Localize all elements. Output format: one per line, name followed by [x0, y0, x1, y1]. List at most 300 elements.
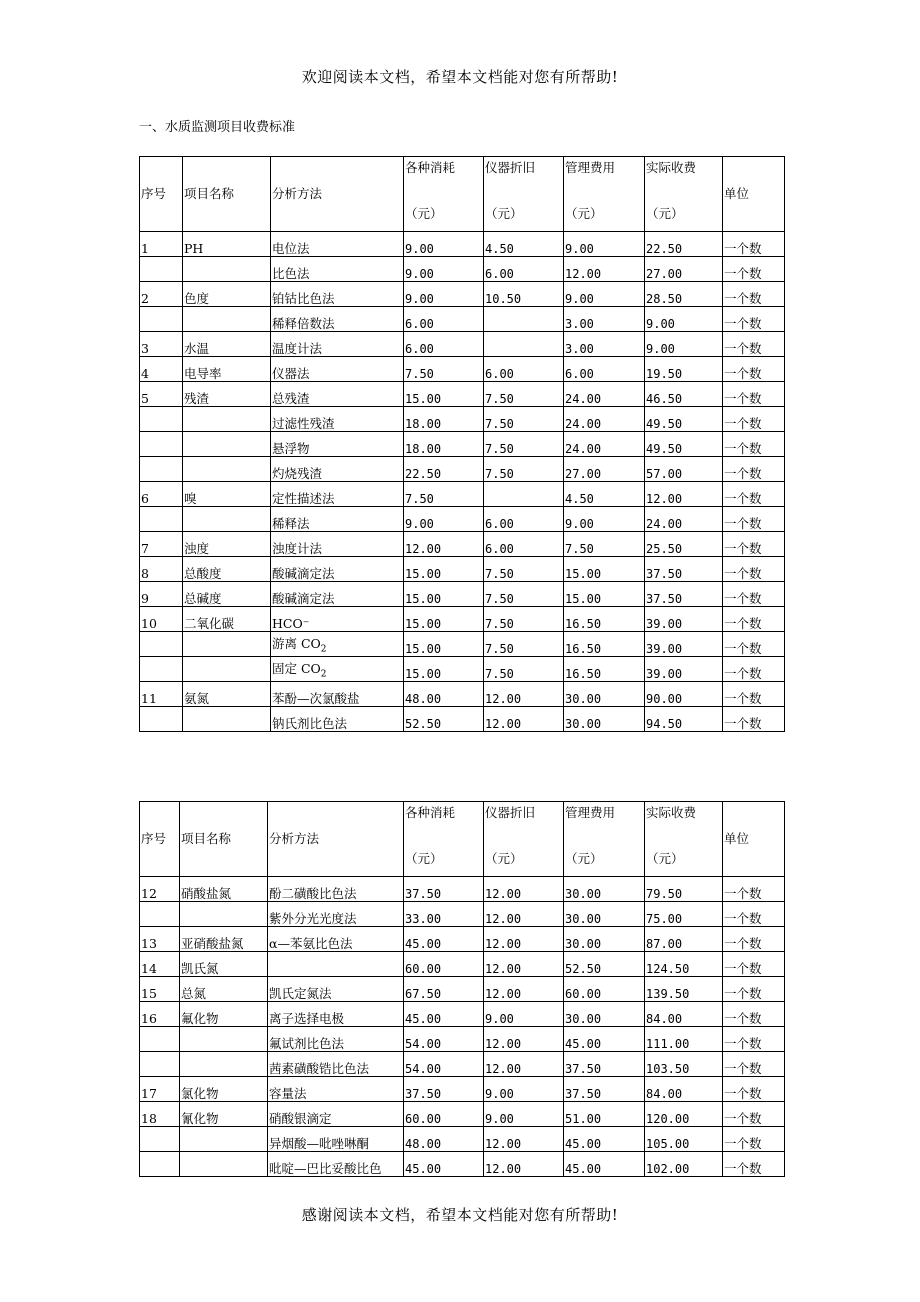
cell-index	[140, 657, 183, 682]
table-row	[140, 1152, 785, 1177]
cell-item: 硝酸盐氮	[180, 877, 268, 902]
cell-unit: 一个数	[723, 282, 785, 307]
table-row	[140, 952, 785, 977]
cell-method: 吡啶—巴比妥酸比色	[268, 1152, 404, 1177]
cell-item: 氯化物	[180, 1077, 268, 1102]
table-row	[140, 257, 785, 282]
cell-management: 60.00	[564, 977, 645, 1002]
cell-management: 15.00	[564, 582, 645, 607]
cell-item	[183, 257, 271, 282]
page-header: 欢迎阅读本文档，希望本文档能对您有所帮助!	[301, 68, 619, 86]
cell-method: 紫外分光光度法	[268, 902, 404, 927]
cell-method: 稀释法	[271, 507, 404, 532]
cell-depreciation: 6.00	[484, 257, 564, 282]
table-header-row	[140, 802, 785, 877]
table-row	[140, 1077, 785, 1102]
cell-materials: 15.00	[404, 607, 484, 632]
cell-method: 氟试剂比色法	[268, 1027, 404, 1052]
table-row	[140, 457, 785, 482]
cell-depreciation: 7.50	[484, 657, 564, 682]
header-label: 管理费用	[565, 160, 616, 175]
cell-method: 钠氏剂比色法	[271, 707, 404, 732]
col-depreciation-header	[484, 157, 564, 232]
col-item-header: 项目名称	[183, 157, 271, 232]
col-depreciation-header	[484, 802, 564, 877]
cell-unit: 一个数	[723, 877, 785, 902]
cell-method: 酸碱滴定法	[271, 582, 404, 607]
cell-depreciation: 9.00	[484, 1102, 564, 1127]
cell-item	[183, 407, 271, 432]
cell-index	[140, 1052, 180, 1077]
cell-method: 温度计法	[271, 332, 404, 357]
cell-unit: 一个数	[723, 232, 785, 257]
cell-materials: 9.00	[404, 507, 484, 532]
table-row	[140, 707, 785, 732]
cell-item: 二氧化碳	[183, 607, 271, 632]
cell-management: 16.50	[564, 632, 645, 657]
cell-item	[180, 902, 268, 927]
cell-management: 51.00	[564, 1102, 645, 1127]
cell-management: 37.50	[564, 1077, 645, 1102]
cell-item	[183, 457, 271, 482]
cell-unit: 一个数	[723, 902, 785, 927]
cell-actual: 46.50	[645, 382, 723, 407]
cell-management: 24.00	[564, 432, 645, 457]
table-header-row	[140, 157, 785, 232]
cell-method: HCO⁻	[271, 607, 404, 632]
method-subscript: 2	[320, 669, 327, 679]
table-row	[140, 902, 785, 927]
col-materials-header	[404, 802, 484, 877]
cell-actual: 87.00	[645, 927, 723, 952]
header-label: 管理费用	[565, 805, 616, 820]
cell-actual: 90.00	[645, 682, 723, 707]
col-management-header	[564, 157, 645, 232]
cell-unit: 一个数	[723, 357, 785, 382]
cell-depreciation	[484, 332, 564, 357]
cell-management: 16.50	[564, 607, 645, 632]
col-index-header: 序号	[140, 802, 180, 877]
cell-actual: 79.50	[645, 877, 723, 902]
col-materials-header	[404, 157, 484, 232]
cell-materials: 60.00	[404, 952, 484, 977]
cell-management: 9.00	[564, 282, 645, 307]
cell-method: 过滤性残渣	[271, 407, 404, 432]
cell-materials: 45.00	[404, 927, 484, 952]
table-row	[140, 332, 785, 357]
cell-depreciation: 10.50	[484, 282, 564, 307]
cell-index	[140, 307, 183, 332]
method-text: 固定 CO	[272, 660, 321, 676]
table-row	[140, 1102, 785, 1127]
cell-unit: 一个数	[723, 432, 785, 457]
cell-management: 3.00	[564, 332, 645, 357]
cell-actual: 39.00	[645, 607, 723, 632]
cell-index	[140, 632, 183, 657]
cell-unit: 一个数	[723, 557, 785, 582]
table-row	[140, 507, 785, 532]
cell-depreciation: 7.50	[484, 432, 564, 457]
cell-item: 氰化物	[180, 1102, 268, 1127]
cell-method: 容量法	[268, 1077, 404, 1102]
cell-unit: 一个数	[723, 582, 785, 607]
cell-depreciation: 7.50	[484, 582, 564, 607]
cell-actual: 57.00	[645, 457, 723, 482]
header-label: 各种消耗	[405, 805, 456, 820]
cell-method: 凯氏定氮法	[268, 977, 404, 1002]
cell-method: 铂钴比色法	[271, 282, 404, 307]
header-label: 实际收费	[646, 160, 697, 175]
cell-method: 仪器法	[271, 357, 404, 382]
cell-management: 45.00	[564, 1127, 645, 1152]
table-row	[140, 1127, 785, 1152]
cell-index: 14	[140, 952, 180, 977]
cell-method: 定性描述法	[271, 482, 404, 507]
cell-item	[183, 307, 271, 332]
fee-table-2	[139, 801, 785, 1177]
cell-materials: 7.50	[404, 357, 484, 382]
cell-materials: 9.00	[404, 257, 484, 282]
header-unit: （元）	[405, 851, 443, 866]
cell-method: 总残渣	[271, 382, 404, 407]
table-row	[140, 357, 785, 382]
cell-depreciation: 6.00	[484, 532, 564, 557]
cell-actual: 139.50	[645, 977, 723, 1002]
cell-index: 11	[140, 682, 183, 707]
cell-unit: 一个数	[723, 407, 785, 432]
cell-actual: 94.50	[645, 707, 723, 732]
cell-depreciation: 7.50	[484, 607, 564, 632]
cell-unit: 一个数	[723, 707, 785, 732]
table-row	[140, 877, 785, 902]
cell-depreciation: 12.00	[484, 977, 564, 1002]
cell-item: 电导率	[183, 357, 271, 382]
cell-depreciation: 7.50	[484, 407, 564, 432]
cell-unit: 一个数	[723, 332, 785, 357]
cell-unit: 一个数	[723, 1127, 785, 1152]
cell-unit: 一个数	[723, 457, 785, 482]
cell-item: 总碱度	[183, 582, 271, 607]
cell-depreciation: 9.00	[484, 1077, 564, 1102]
cell-item: 总氮	[180, 977, 268, 1002]
table-row	[140, 482, 785, 507]
cell-item	[183, 707, 271, 732]
cell-unit: 一个数	[723, 682, 785, 707]
cell-item	[180, 1127, 268, 1152]
cell-materials: 67.50	[404, 977, 484, 1002]
header-label: 各种消耗	[405, 160, 456, 175]
cell-method: 硝酸银滴定	[268, 1102, 404, 1127]
method-subscript: 2	[320, 644, 327, 654]
cell-actual: 9.00	[645, 332, 723, 357]
table-row	[140, 1052, 785, 1077]
cell-actual: 25.50	[645, 532, 723, 557]
cell-actual: 102.00	[645, 1152, 723, 1177]
cell-index	[140, 507, 183, 532]
cell-item: 残渣	[183, 382, 271, 407]
section-title: 一、水质监测项目收费标准	[139, 120, 296, 135]
cell-index	[140, 707, 183, 732]
col-method-header: 分析方法	[271, 157, 404, 232]
cell-actual: 39.00	[645, 657, 723, 682]
cell-depreciation	[484, 307, 564, 332]
cell-depreciation: 12.00	[484, 952, 564, 977]
cell-management: 30.00	[564, 707, 645, 732]
cell-actual: 111.00	[645, 1027, 723, 1052]
cell-actual: 22.50	[645, 232, 723, 257]
cell-unit: 一个数	[723, 507, 785, 532]
cell-depreciation: 7.50	[484, 457, 564, 482]
cell-depreciation: 6.00	[484, 357, 564, 382]
cell-depreciation: 6.00	[484, 507, 564, 532]
cell-index	[140, 432, 183, 457]
cell-item	[183, 432, 271, 457]
cell-method	[268, 952, 404, 977]
cell-index: 16	[140, 1002, 180, 1027]
cell-index: 10	[140, 607, 183, 632]
cell-materials: 15.00	[404, 657, 484, 682]
cell-materials: 7.50	[404, 482, 484, 507]
cell-materials: 15.00	[404, 582, 484, 607]
cell-materials: 60.00	[404, 1102, 484, 1127]
cell-management: 9.00	[564, 507, 645, 532]
cell-index	[140, 257, 183, 282]
cell-index: 17	[140, 1077, 180, 1102]
page-footer: 感谢阅读本文档，希望本文档能对您有所帮助!	[301, 1206, 619, 1224]
header-unit: （元）	[485, 206, 523, 221]
cell-actual: 37.50	[645, 557, 723, 582]
table-row	[140, 232, 785, 257]
cell-actual: 103.50	[645, 1052, 723, 1077]
cell-materials: 6.00	[404, 332, 484, 357]
cell-item: 总酸度	[183, 557, 271, 582]
cell-actual: 124.50	[645, 952, 723, 977]
table-row	[140, 532, 785, 557]
header-label: 实际收费	[646, 805, 697, 820]
table-row	[140, 632, 785, 657]
cell-depreciation: 12.00	[484, 1152, 564, 1177]
col-index-header: 序号	[140, 157, 183, 232]
cell-item: 色度	[183, 282, 271, 307]
cell-materials: 22.50	[404, 457, 484, 482]
cell-materials: 48.00	[404, 682, 484, 707]
cell-index: 18	[140, 1102, 180, 1127]
cell-actual: 12.00	[645, 482, 723, 507]
cell-unit: 一个数	[723, 1102, 785, 1127]
cell-depreciation: 7.50	[484, 632, 564, 657]
cell-method	[271, 632, 404, 657]
cell-materials: 54.00	[404, 1027, 484, 1052]
cell-depreciation: 4.50	[484, 232, 564, 257]
cell-method: 稀释倍数法	[271, 307, 404, 332]
cell-item: 凯氏氮	[180, 952, 268, 977]
cell-actual: 24.00	[645, 507, 723, 532]
cell-management: 24.00	[564, 407, 645, 432]
method-text: 游离 CO	[272, 635, 321, 651]
cell-materials: 45.00	[404, 1152, 484, 1177]
cell-depreciation: 12.00	[484, 927, 564, 952]
cell-method	[271, 657, 404, 682]
cell-management: 7.50	[564, 532, 645, 557]
table-row	[140, 432, 785, 457]
col-method-header: 分析方法	[268, 802, 404, 877]
cell-unit: 一个数	[723, 307, 785, 332]
cell-index: 13	[140, 927, 180, 952]
cell-depreciation: 9.00	[484, 1002, 564, 1027]
header-unit: （元）	[405, 206, 443, 221]
cell-index: 5	[140, 382, 183, 407]
cell-index	[140, 407, 183, 432]
cell-materials: 15.00	[404, 382, 484, 407]
cell-management: 30.00	[564, 1002, 645, 1027]
cell-materials: 9.00	[404, 282, 484, 307]
cell-unit: 一个数	[723, 927, 785, 952]
cell-unit: 一个数	[723, 952, 785, 977]
cell-management: 52.50	[564, 952, 645, 977]
cell-index	[140, 902, 180, 927]
cell-actual: 75.00	[645, 902, 723, 927]
cell-method: 苯酚—次氯酸盐	[271, 682, 404, 707]
cell-actual: 84.00	[645, 1002, 723, 1027]
cell-item: 水温	[183, 332, 271, 357]
cell-item	[183, 507, 271, 532]
col-actual-header	[645, 157, 723, 232]
cell-actual: 120.00	[645, 1102, 723, 1127]
col-actual-header	[645, 802, 723, 877]
cell-unit: 一个数	[723, 257, 785, 282]
table-row	[140, 407, 785, 432]
cell-unit: 一个数	[723, 1027, 785, 1052]
cell-management: 30.00	[564, 927, 645, 952]
cell-management: 6.00	[564, 357, 645, 382]
cell-materials: 37.50	[404, 877, 484, 902]
cell-index: 3	[140, 332, 183, 357]
cell-management: 30.00	[564, 902, 645, 927]
cell-method: 异烟酸—吡唑啉酮	[268, 1127, 404, 1152]
cell-index: 1	[140, 232, 183, 257]
cell-unit: 一个数	[723, 632, 785, 657]
cell-management: 16.50	[564, 657, 645, 682]
cell-item: PH	[183, 232, 271, 257]
cell-index	[140, 457, 183, 482]
cell-materials: 45.00	[404, 1002, 484, 1027]
cell-actual: 37.50	[645, 582, 723, 607]
cell-depreciation: 12.00	[484, 1052, 564, 1077]
cell-management: 45.00	[564, 1027, 645, 1052]
header-unit: （元）	[565, 851, 603, 866]
table-row	[140, 382, 785, 407]
cell-materials: 33.00	[404, 902, 484, 927]
cell-unit: 一个数	[723, 607, 785, 632]
cell-actual: 19.50	[645, 357, 723, 382]
col-unit-header: 单位	[723, 157, 785, 232]
cell-management: 9.00	[564, 232, 645, 257]
cell-index	[140, 1127, 180, 1152]
cell-unit: 一个数	[723, 1152, 785, 1177]
cell-unit: 一个数	[723, 657, 785, 682]
cell-depreciation: 12.00	[484, 877, 564, 902]
cell-management: 4.50	[564, 482, 645, 507]
cell-actual: 105.00	[645, 1127, 723, 1152]
cell-item	[180, 1027, 268, 1052]
table-row	[140, 682, 785, 707]
cell-unit: 一个数	[723, 1052, 785, 1077]
cell-index: 12	[140, 877, 180, 902]
table-row	[140, 1027, 785, 1052]
cell-management: 27.00	[564, 457, 645, 482]
cell-depreciation: 12.00	[484, 902, 564, 927]
table-row	[140, 607, 785, 632]
cell-method: 悬浮物	[271, 432, 404, 457]
table-row	[140, 557, 785, 582]
cell-unit: 一个数	[723, 1002, 785, 1027]
header-unit: （元）	[565, 206, 603, 221]
cell-materials: 52.50	[404, 707, 484, 732]
cell-method: 电位法	[271, 232, 404, 257]
cell-materials: 48.00	[404, 1127, 484, 1152]
cell-management: 30.00	[564, 877, 645, 902]
cell-unit: 一个数	[723, 977, 785, 1002]
table-row	[140, 307, 785, 332]
cell-item: 氟化物	[180, 1002, 268, 1027]
cell-materials: 37.50	[404, 1077, 484, 1102]
cell-actual: 28.50	[645, 282, 723, 307]
cell-actual: 49.50	[645, 407, 723, 432]
table-row	[140, 927, 785, 952]
cell-management: 15.00	[564, 557, 645, 582]
cell-management: 3.00	[564, 307, 645, 332]
cell-depreciation	[484, 482, 564, 507]
cell-index	[140, 1152, 180, 1177]
cell-method: 浊度计法	[271, 532, 404, 557]
cell-unit: 一个数	[723, 482, 785, 507]
cell-method: 酸碱滴定法	[271, 557, 404, 582]
header-label: 仪器折旧	[485, 805, 536, 820]
cell-management: 12.00	[564, 257, 645, 282]
cell-management: 37.50	[564, 1052, 645, 1077]
cell-item: 嗅	[183, 482, 271, 507]
cell-method: 离子选择电极	[268, 1002, 404, 1027]
cell-method: 茜素磺酸锆比色法	[268, 1052, 404, 1077]
cell-method: 比色法	[271, 257, 404, 282]
cell-actual: 49.50	[645, 432, 723, 457]
cell-depreciation: 12.00	[484, 682, 564, 707]
fee-table-1	[139, 156, 785, 732]
cell-management: 45.00	[564, 1152, 645, 1177]
cell-materials: 15.00	[404, 632, 484, 657]
cell-management: 30.00	[564, 682, 645, 707]
col-unit-header: 单位	[723, 802, 785, 877]
table-row	[140, 1002, 785, 1027]
header-unit: （元）	[646, 206, 684, 221]
cell-depreciation: 12.00	[484, 1127, 564, 1152]
col-management-header	[564, 802, 645, 877]
cell-index: 2	[140, 282, 183, 307]
cell-materials: 18.00	[404, 407, 484, 432]
cell-index: 15	[140, 977, 180, 1002]
cell-index	[140, 1027, 180, 1052]
table-row	[140, 282, 785, 307]
cell-unit: 一个数	[723, 382, 785, 407]
cell-index: 8	[140, 557, 183, 582]
cell-depreciation: 12.00	[484, 1027, 564, 1052]
cell-management: 24.00	[564, 382, 645, 407]
table-row	[140, 977, 785, 1002]
cell-actual: 27.00	[645, 257, 723, 282]
cell-index: 7	[140, 532, 183, 557]
cell-item	[180, 1052, 268, 1077]
cell-materials: 54.00	[404, 1052, 484, 1077]
